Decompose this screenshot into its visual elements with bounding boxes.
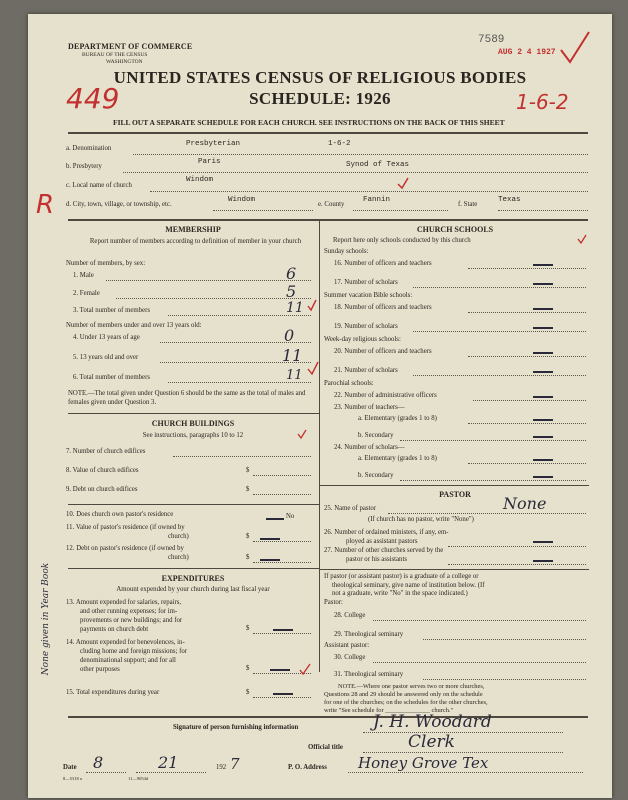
q11-dash bbox=[260, 538, 280, 540]
q3-label: 3. Total number of members bbox=[73, 307, 150, 314]
signature-line bbox=[363, 732, 563, 733]
schools-header: CHURCH SCHOOLS bbox=[416, 225, 494, 234]
q1-line bbox=[106, 280, 311, 281]
q11-label: 11. Value of pastor's residence (if owned by bbox=[66, 524, 185, 531]
local-name-value: Windom bbox=[186, 176, 214, 184]
state-label: f. State bbox=[458, 201, 478, 208]
presbytery-value: Paris bbox=[198, 158, 221, 166]
q17-label: 17. Number of scholars bbox=[334, 279, 398, 286]
q16-dash bbox=[533, 264, 553, 266]
q14-line-2: cluding home and foreign missions; for bbox=[80, 648, 188, 655]
q10-value: No bbox=[286, 513, 295, 520]
q23a-label: a. Elementary (grades 1 to 8) bbox=[358, 415, 437, 422]
pastor-note-line-2: Questions 28 and 29 should be answered only on the schedule bbox=[324, 691, 483, 698]
q27-label: 27. Number of other churches served by the bbox=[324, 547, 444, 554]
q16-line bbox=[468, 268, 586, 269]
q18-label: 18. Number of officers and teachers bbox=[334, 304, 432, 311]
q12-dash bbox=[260, 559, 280, 561]
weekday-schools-label: Week-day religious schools: bbox=[324, 336, 401, 343]
q12-label-cont: church) bbox=[168, 554, 189, 561]
q18-line bbox=[468, 312, 586, 313]
signature-label: Signature of person furnishing information bbox=[173, 724, 299, 731]
q9-line bbox=[253, 494, 311, 495]
membership-header: MEMBERSHIP bbox=[165, 225, 221, 234]
date-stamp: AUG 2 4 1927 bbox=[498, 48, 556, 57]
buildings-header: CHURCH BUILDINGS bbox=[151, 419, 235, 428]
q2-line bbox=[116, 298, 311, 299]
q13-line-2: and other running expenses; for im- bbox=[80, 608, 178, 615]
membership-age-header: Number of members under and over 13 years old: bbox=[66, 322, 202, 329]
q23b-line bbox=[400, 440, 586, 441]
pastor-sub-label: Pastor: bbox=[324, 599, 343, 606]
q11-line bbox=[253, 541, 311, 542]
schools-intro: Report here only schools conducted by this church bbox=[333, 237, 471, 244]
schools-bottom-rule bbox=[319, 485, 589, 486]
q19-line bbox=[413, 331, 586, 332]
buildings-bottom-rule bbox=[68, 568, 319, 569]
q25-label: 25. Name of pastor bbox=[324, 505, 377, 512]
date-day: 21 bbox=[158, 753, 179, 772]
check-mark-icon bbox=[558, 28, 592, 68]
serial-number: 7589 bbox=[478, 34, 505, 46]
q8-line bbox=[253, 475, 311, 476]
q26-line bbox=[448, 546, 586, 547]
date-month: 8 bbox=[93, 753, 104, 772]
q26-label: 26. Number of ordained ministers, if any, em- bbox=[324, 529, 449, 536]
q20-label: 20. Number of officers and teachers bbox=[334, 348, 432, 355]
q2-label: 2. Female bbox=[73, 290, 100, 297]
q15-dash bbox=[273, 693, 293, 695]
q14-line-3: denominational support; and for all bbox=[80, 657, 176, 664]
membership-note: NOTE.—The total given under Question 6 should be the same as the total of males and females given under Question 3. bbox=[68, 390, 306, 406]
official-title-line bbox=[363, 752, 563, 753]
check-mark-icon bbox=[576, 233, 588, 245]
handwritten-code: 1-6-2 bbox=[516, 90, 569, 114]
county-value: Fannin bbox=[363, 196, 391, 204]
q28-label: 28. College bbox=[334, 612, 366, 619]
check-mark-icon bbox=[306, 298, 318, 312]
college-note-line-1: If pastor (or assistant pastor) is a graduate of a college or bbox=[324, 573, 479, 580]
q14-dash bbox=[270, 669, 290, 671]
q30-line bbox=[373, 662, 586, 663]
bureau-label: BUREAU OF THE CENSUS bbox=[82, 52, 148, 58]
q24a-dash bbox=[533, 459, 553, 461]
buildings-mid-rule bbox=[68, 504, 319, 505]
po-address-value: Honey Grove Tex bbox=[358, 754, 489, 772]
q31-line bbox=[423, 679, 586, 680]
q23a-line bbox=[468, 423, 586, 424]
local-name-line bbox=[150, 191, 588, 192]
q24b-dash bbox=[533, 476, 553, 478]
q11-label-cont: church) bbox=[168, 533, 189, 540]
vacation-schools-label: Summer vacation Bible schools: bbox=[324, 292, 413, 299]
q25-line bbox=[388, 513, 586, 514]
pastor-note-line-1: NOTE.—Where one pastor serves two or more churches, bbox=[338, 683, 485, 690]
pastor-note bbox=[324, 683, 488, 715]
q13-label bbox=[66, 598, 182, 634]
q4-label: 4. Under 13 years of age bbox=[73, 334, 140, 341]
parochial-schools-label: Parochial schools: bbox=[324, 380, 374, 387]
q8-dollar: $ bbox=[246, 467, 250, 474]
city-field-label: d. City, town, village, or township, etc. bbox=[66, 201, 172, 208]
q15-dollar: $ bbox=[246, 689, 250, 696]
q14-dollar: $ bbox=[246, 665, 250, 672]
denomination-line bbox=[133, 154, 588, 155]
q24a-label: a. Elementary (grades 1 to 8) bbox=[358, 455, 437, 462]
form-subtitle: SCHEDULE: 1926 bbox=[249, 89, 391, 108]
q20-line bbox=[468, 356, 586, 357]
q1-value: 6 bbox=[286, 264, 297, 283]
signature-value: J. H. Woodard bbox=[373, 712, 492, 732]
q15-label: 15. Total expenditures during year bbox=[66, 689, 160, 696]
q24a-line bbox=[468, 463, 586, 464]
q3-value: 11 bbox=[286, 300, 304, 316]
q26-label-cont: ployed as assistant pastors bbox=[346, 538, 418, 545]
pastor-note-line-4: write "See schedule for ______________ church." bbox=[324, 707, 454, 714]
county-line bbox=[353, 210, 448, 211]
official-title-label: Official title bbox=[308, 744, 343, 751]
q23a-dash bbox=[533, 419, 553, 421]
local-name-label: c. Local name of church bbox=[66, 182, 132, 189]
q29-label: 29. Theological seminary bbox=[334, 631, 404, 638]
presbytery-line bbox=[123, 172, 588, 173]
q29-line bbox=[423, 639, 586, 640]
date-year-printed: 192 bbox=[216, 764, 227, 771]
state-value: Texas bbox=[498, 196, 521, 204]
check-mark-icon bbox=[396, 176, 410, 190]
date-label: Date bbox=[63, 764, 77, 771]
q17-line bbox=[413, 287, 586, 288]
q12-line bbox=[253, 562, 311, 563]
q13-line-4: payments on church debt bbox=[80, 626, 149, 633]
q27-label-cont: pastor or his assistants bbox=[346, 556, 407, 563]
q10-strike bbox=[266, 518, 284, 520]
q9-dollar: $ bbox=[246, 486, 250, 493]
membership-bottom-rule bbox=[68, 413, 319, 414]
department-label: DEPARTMENT OF COMMERCE bbox=[68, 42, 193, 51]
check-mark-icon bbox=[306, 360, 320, 376]
fields-bottom-rule bbox=[68, 219, 588, 221]
q1-label: 1. Male bbox=[73, 272, 94, 279]
po-address-line bbox=[348, 772, 583, 773]
q13-line-1: 13. Amount expended for salaries, repairs, bbox=[66, 599, 182, 606]
city-field-value: Windom bbox=[228, 196, 256, 204]
q22-line bbox=[473, 400, 586, 401]
q8-label: 8. Value of church edifices bbox=[66, 467, 139, 474]
q7-line bbox=[173, 456, 311, 457]
check-mark-icon bbox=[296, 428, 308, 440]
q21-dash bbox=[533, 371, 553, 373]
q13-dollar: $ bbox=[246, 625, 250, 632]
college-note-line-2: theological seminary, give name of institution below. (If bbox=[332, 581, 485, 589]
instructions-line: FILL OUT A SEPARATE SCHEDULE FOR EACH CHURCH. SEE INSTRUCTIONS ON THE BACK OF THIS SHEET bbox=[113, 118, 505, 127]
q24b-line bbox=[400, 480, 586, 481]
q23b-label: b. Secondary bbox=[358, 432, 394, 439]
q2-value: 5 bbox=[286, 282, 297, 301]
q22-dash bbox=[533, 396, 553, 398]
top-rule bbox=[68, 132, 588, 134]
form-title: UNITED STATES CENSUS OF RELIGIOUS BODIES bbox=[113, 68, 527, 87]
check-mark-icon bbox=[298, 662, 312, 676]
q21-label: 21. Number of scholars bbox=[334, 367, 398, 374]
q7-label: 7. Number of church edifices bbox=[66, 448, 146, 455]
buildings-intro: See instructions, paragraphs 10 to 12 bbox=[142, 432, 244, 439]
q6-label: 6. Total number of members bbox=[73, 374, 150, 381]
footer-rule bbox=[68, 716, 588, 718]
city-line bbox=[213, 210, 313, 211]
handwritten-number: 449 bbox=[66, 82, 120, 115]
q15-line bbox=[253, 697, 311, 698]
date-day-line bbox=[136, 772, 206, 773]
q25-value: None bbox=[503, 494, 547, 513]
county-label: e. County bbox=[318, 201, 345, 208]
po-address-label: P. O. Address bbox=[288, 764, 327, 771]
denomination-label: a. Denomination bbox=[66, 145, 112, 152]
assistant-pastor-label: Assistant pastor: bbox=[324, 642, 370, 649]
date-year-hand: 7 bbox=[230, 755, 240, 773]
q21-line bbox=[413, 375, 586, 376]
handwritten-r-mark: R bbox=[36, 190, 55, 220]
pastor-header: PASTOR bbox=[439, 490, 471, 499]
q22-label: 22. Number of administrative officers bbox=[334, 392, 437, 399]
q24b-label: b. Secondary bbox=[358, 472, 394, 479]
q13-dash bbox=[273, 629, 293, 631]
city-label: WASHINGTON bbox=[106, 59, 143, 65]
date-month-line bbox=[86, 772, 126, 773]
q5-label: 5. 13 years old and over bbox=[73, 354, 139, 361]
q20-dash bbox=[533, 352, 553, 354]
q23-label: 23. Number of teachers— bbox=[334, 404, 405, 411]
q16-label: 16. Number of officers and teachers bbox=[334, 260, 432, 267]
pastor-mid-rule bbox=[319, 569, 589, 570]
denomination-code: 1-6-2 bbox=[328, 140, 351, 148]
q11-dollar: $ bbox=[246, 533, 250, 540]
column-divider bbox=[319, 220, 320, 672]
presbytery-label: b. Presbytery bbox=[66, 163, 102, 170]
pastor-note-line-3: for one of the churches; on the schedules for the other churches, bbox=[324, 699, 488, 706]
q14-line-4: other purposes bbox=[80, 666, 120, 673]
q12-label: 12. Debt on pastor's residence (if owned by bbox=[66, 545, 184, 552]
college-note-line-3: not a graduate, write "No" in the space indicated.) bbox=[332, 590, 468, 597]
q9-label: 9. Debt on church edifices bbox=[66, 486, 138, 493]
q17-dash bbox=[533, 283, 553, 285]
q27-dash bbox=[533, 560, 553, 562]
form-number-2: 11—9054d bbox=[128, 776, 149, 781]
state-line bbox=[498, 210, 588, 211]
q26-dash bbox=[533, 541, 553, 543]
q10-label: 10. Does church own pastor's residence bbox=[66, 511, 174, 518]
q6-value: 11 bbox=[286, 368, 303, 383]
expenditures-header: EXPENDITURES bbox=[161, 574, 225, 583]
q25-note: (If church has no pastor, write "None") bbox=[368, 516, 474, 523]
census-schedule-sheet bbox=[28, 14, 612, 798]
q27-line bbox=[448, 564, 586, 565]
expenditures-intro: Amount expended by your church during last fiscal year bbox=[116, 586, 270, 593]
q13-line-3: provements or new buildings; and for bbox=[80, 617, 183, 624]
q13-line bbox=[253, 633, 311, 634]
q24-label: 24. Number of scholars— bbox=[334, 444, 405, 451]
q14-label bbox=[66, 638, 187, 674]
q12-dollar: $ bbox=[246, 554, 250, 561]
q30-label: 30. College bbox=[334, 654, 366, 661]
q28-line bbox=[373, 620, 586, 621]
form-number: 8—5318 a bbox=[63, 776, 82, 781]
q18-dash bbox=[533, 308, 553, 310]
q23b-dash bbox=[533, 436, 553, 438]
official-title-value: Clerk bbox=[408, 732, 455, 752]
college-note bbox=[324, 573, 485, 599]
q5-value: 11 bbox=[282, 346, 303, 365]
q19-label: 19. Number of scholars bbox=[334, 323, 398, 330]
q4-value: 0 bbox=[284, 326, 295, 345]
q14-line-1: 14. Amount expended for benevolences, in- bbox=[66, 639, 185, 646]
q31-label: 31. Theological seminary bbox=[334, 671, 404, 678]
membership-by-sex: Number of members, by sex: bbox=[66, 260, 146, 267]
synod-value: Synod of Texas bbox=[346, 161, 410, 169]
sunday-schools-label: Sunday schools: bbox=[324, 248, 369, 255]
membership-intro: Report number of members according to definition of member in your church bbox=[89, 238, 302, 245]
margin-note: None given in Year Book bbox=[41, 562, 52, 676]
q19-dash bbox=[533, 327, 553, 329]
denomination-value: Presbyterian bbox=[186, 140, 241, 148]
